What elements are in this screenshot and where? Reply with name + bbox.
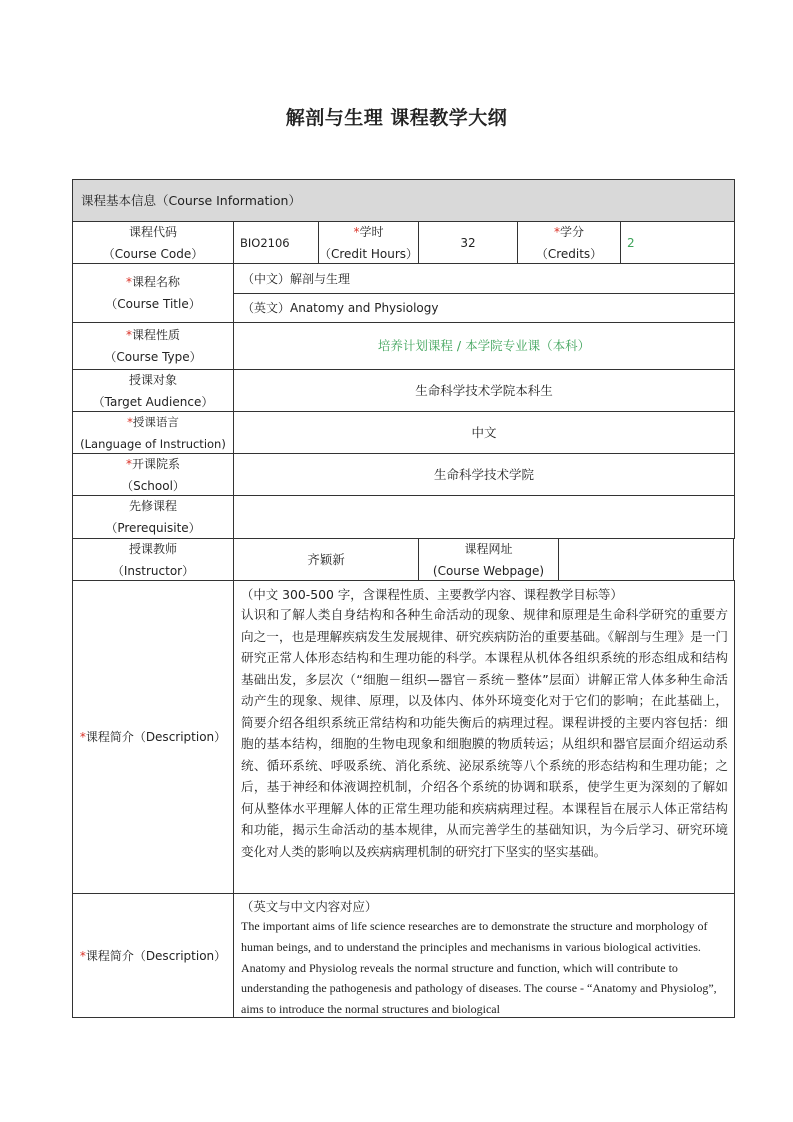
description-en-label: *课程简介（Description） (72, 893, 234, 1018)
section-header-text: 课程基本信息（Course Information） (81, 192, 301, 208)
language-label: *授课语言 (Language of Instruction) (72, 411, 234, 454)
description-cn-content (233, 580, 735, 894)
credit-hours-value: 32 (418, 221, 518, 264)
course-title-cn: （中文）解剖与生理 (233, 263, 735, 294)
prerequisite-label: 先修课程 （Prerequisite） (72, 495, 234, 539)
instructor-value: 齐颖新 (233, 538, 419, 581)
document-title: 解剖与生理 课程教学大纲 (285, 107, 508, 129)
section-header (72, 179, 735, 222)
course-code-label: 课程代码 （Course Code） (72, 221, 234, 264)
description-cn-note: （中文 300-500 字，含课程性质、主要教学内容、课程教学目标等） (241, 587, 623, 602)
course-title-en: （英文）Anatomy and Physiology (233, 293, 735, 323)
course-type-label: *课程性质 （Course Type） (72, 322, 234, 370)
instructor-label: 授课教师 （Instructor） (72, 538, 234, 581)
language-value: 中文 (233, 411, 735, 454)
description-en-body: The important aims of life science researches are to demonstrate the structure and morphology of human beings, and to understand the principles and mechanisms in various biological activities. Anatomy and Physiolog reveals the normal structure and function, which will contribute to understanding the pathogenesis and pathology of diseases. The course - “Anatomy and Physiolog”, aims to introduce the normal structures and biological (241, 919, 717, 1017)
target-audience-label: 授课对象 （Target Audience） (72, 369, 234, 412)
credits-value: 2 (620, 221, 735, 264)
description-en-content (233, 893, 735, 1018)
target-audience-value: 生命科学技术学院本科生 (233, 369, 735, 412)
webpage-label: 课程网址 (Course Webpage) (418, 538, 559, 581)
description-en-note: （英文与中文内容对应） (241, 899, 378, 914)
description-cn-label: *课程简介（Description） (72, 580, 234, 894)
course-title-label: *课程名称 （Course Title） (72, 263, 234, 323)
webpage-value (558, 538, 734, 581)
credits-label: *学分 （Credits） (517, 221, 621, 264)
course-type-value: 培养计划课程 / 本学院专业课（本科） (233, 322, 735, 370)
description-cn-body: 认识和了解人类自身结构和各种生命活动的现象、规律和原理是生命科学研究的重要方向之一，也是理解疾病发生发展规律、研究疾病防治的重要基础。《解剖与生理》是一门研究正常人体形态结构和生理功能的科学。本课程从机体各组织系统的形态组成和结构基础出发，多层次（“细胞－组织—器官－系统－整体”层面）讲解正常人体多种生命活动产生的现象、规律、原理，以及体内、体外环境变化对于它们的影响；在此基础上，简要介绍各组织系统正常结构和功能失衡后的病理过程。课程讲授的主要内容包括：细胞的基本结构，细胞的生物电现象和细胞膜的物质转运；从组织和器官层面介绍运动系统、循环系统、呼吸系统、消化系统、泌尿系统等八个系统的形态结构和生理功能；之后，基于神经和体液调控机制，介绍各个系统的协调和联系，使学生更为深刻的了解如何从整体水平理解人体的正常生理功能和疾病病理过程。本课程旨在展示人体正常结构和功能，揭示生命活动的基本规律，从而完善学生的基础知识，为今后学习、研究环境变化对人类的影响以及疾病病理机制的研究打下坚实的坚实基础。 (241, 607, 728, 859)
credit-hours-label: *学时 （Credit Hours） (318, 221, 419, 264)
prerequisite-value (233, 495, 735, 539)
school-value: 生命科学技术学院 (233, 453, 735, 496)
school-label: *开课院系 （School） (72, 453, 234, 496)
course-code-value: BIO2106 (233, 221, 319, 264)
